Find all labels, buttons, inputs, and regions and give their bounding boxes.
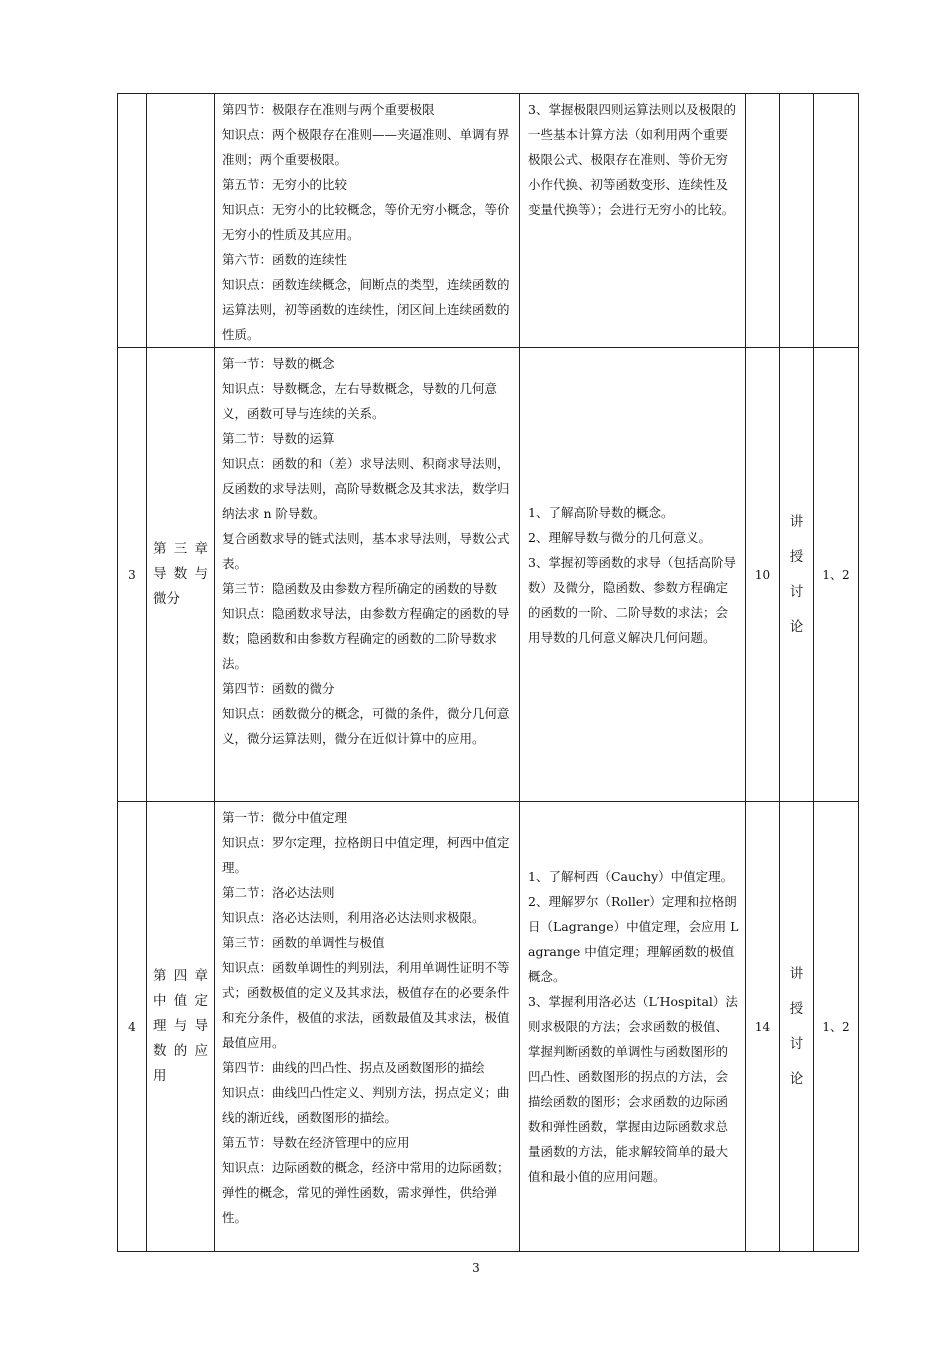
method-cell [780, 348, 814, 802]
hours-cell [746, 94, 780, 348]
page-number: 3 [472, 1261, 480, 1275]
chapter-cell [147, 94, 215, 348]
content-line: 第一节：微分中值定理 [222, 810, 348, 825]
hours-cell: 14 [746, 802, 780, 1252]
chapter-title-line: 中值定 [153, 993, 208, 1009]
chapter-title-line: 第三章 [153, 541, 208, 557]
chapter-title-line: 导数与 [153, 566, 208, 582]
method-char: 讨 [789, 1035, 804, 1052]
content-line: 知识点：无穷小的比较概念，等价无穷小概念，等价无穷小的性质及其应用。 [222, 202, 510, 242]
objectives-cell [520, 802, 746, 1252]
content-line: 第二节：导数的运算 [222, 431, 335, 446]
content-line: 知识点：边际函数的概念，经济中常用的边际函数；弹性的概念，常见的弹性函数，需求弹性，供给弹性。 [222, 1160, 510, 1225]
method-char: 授 [789, 1000, 804, 1017]
row-number: 4 [118, 802, 147, 1252]
row-number [118, 94, 147, 348]
content-line: 第一节：导数的概念 [222, 356, 335, 371]
content-line: 知识点：隐函数求导法，由参数方程确定的函数的导数；隐函数和由参数方程确定的函数的二阶导数求法。 [222, 606, 510, 671]
hours-cell: 10 [746, 348, 780, 802]
chapter-cell [147, 802, 215, 1252]
table-row [118, 348, 859, 802]
method-char: 讨 [789, 583, 804, 600]
content-line: 复合函数求导的链式法则，基本求导法则，导数公式表。 [222, 531, 510, 571]
objectives-cell [520, 94, 746, 348]
objective-line: 3、掌握利用洛必达（L′Hospital）法则求极限的方法；会求函数的极值、掌握判断函数的单调性与函数图形的凹凸性、函数图形的拐点的方法，会描绘函数的图形；会求函数的边际函数和弹性函数，掌握由边际函数求总量函数的方法，能求解较简单的最大值和最小值的应用问题。 [528, 994, 738, 1184]
content-line: 第二节：洛必达法则 [222, 885, 335, 900]
table-row [118, 802, 859, 1252]
content-line: 第五节：导数在经济管理中的应用 [222, 1135, 410, 1150]
content-line: 知识点：罗尔定理，拉格朗日中值定理，柯西中值定理。 [222, 835, 510, 875]
content-line: 知识点：函数微分的概念，可微的条件，微分几何意义，微分运算法则，微分在近似计算中的应用。 [222, 706, 510, 746]
chapter-cell [147, 348, 215, 802]
chapter-title-line: 第四章 [153, 968, 208, 984]
method-char: 论 [789, 618, 804, 635]
table-row [118, 94, 859, 348]
content-line: 知识点：曲线凹凸性定义、判别方法，拐点定义；曲线的渐近线，函数图形的描绘。 [222, 1085, 510, 1125]
objective-line: 1、了解高阶导数的概念。 [528, 504, 674, 520]
reference-cell: 1、2 [814, 802, 859, 1252]
method-char: 讲 [789, 513, 804, 530]
content-line: 知识点：函数单调性的判别法，利用单调性证明不等式；函数极值的定义及其求法，极值存在的必要条件和充分条件，极值的求法，函数最值及其求法，极值最值应用。 [222, 960, 510, 1050]
method-char: 授 [789, 548, 804, 565]
chapter-title-line: 数的应 [153, 1043, 208, 1059]
content-line: 第三节：隐函数及由参数方程所确定的函数的导数 [222, 581, 498, 596]
content-cell [215, 802, 520, 1252]
content-cell [215, 348, 520, 802]
content-line: 知识点：导数概念，左右导数概念，导数的几何意义，函数可导与连续的关系。 [222, 381, 498, 421]
content-line: 第三节：函数的单调性与极值 [222, 935, 385, 950]
objective-line: 1、了解柯西（Cauchy）中值定理。 [528, 869, 734, 884]
content-line: 知识点：函数的和（差）求导法则、积商求导法则，反函数的求导法则，高阶导数概念及其求法，数学归纳法求 n 阶导数。 [222, 456, 510, 521]
content-line: 第六节：函数的连续性 [222, 252, 348, 267]
objective-line: 3、掌握初等函数的求导（包括高阶导数）及微分，隐函数、参数方程确定的函数的一阶、二阶导数的求法；会用导数的几何意义解决几何问题。 [528, 554, 736, 645]
reference-cell: 1、2 [814, 348, 859, 802]
objective-line: 3、掌握极限四则运算法则以及极限的一些基本计算方法（如利用两个重要极限公式、极限存在准则、等价无穷小作代换、初等函数变形、连续性及变量代换等）；会进行无穷小的比较。 [528, 102, 736, 217]
objectives-cell [520, 348, 746, 802]
chapter-title-line: 理与导 [153, 1018, 208, 1034]
method-cell [780, 94, 814, 348]
reference-cell [814, 94, 859, 348]
objective-line: 2、理解导数与微分的几何意义。 [528, 529, 711, 545]
content-line: 第四节：曲线的凹凸性、拐点及函数图形的描绘 [222, 1060, 485, 1075]
chapter-title-line: 用 [153, 1068, 167, 1084]
method-cell [780, 802, 814, 1252]
content-line: 知识点：函数连续概念，间断点的类型，连续函数的运算法则，初等函数的连续性，闭区间上连续函数的性质。 [222, 277, 510, 342]
method-char: 讲 [789, 965, 804, 982]
chapter-title-line: 微分 [153, 591, 180, 607]
content-line: 第五节：无穷小的比较 [222, 177, 348, 192]
content-line: 第四节：极限存在准则与两个重要极限 [222, 102, 435, 117]
content-line: 第四节：函数的微分 [222, 681, 335, 696]
row-number: 3 [118, 348, 147, 802]
method-char: 论 [789, 1070, 804, 1087]
content-cell [215, 94, 520, 348]
objective-line: 2、理解罗尔（Roller）定理和拉格朗日（Lagrange）中值定理，会应用 Lagrange 中值定理；理解函数的极值概念。 [528, 894, 739, 984]
curriculum-table [117, 93, 859, 1252]
content-line: 知识点：两个极限存在准则——夹逼准则、单调有界准则；两个重要极限。 [222, 127, 510, 167]
content-line: 知识点：洛必达法则，利用洛必达法则求极限。 [222, 910, 485, 925]
